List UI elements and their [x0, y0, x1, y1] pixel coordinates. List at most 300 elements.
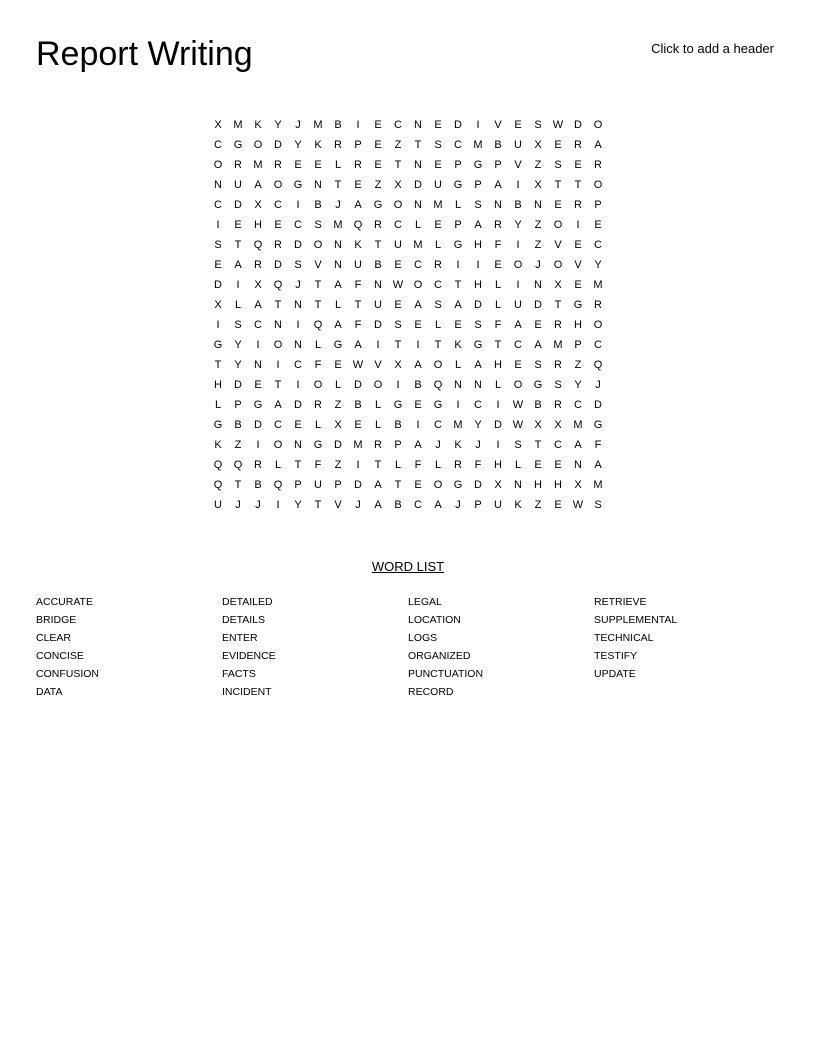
- grid-letter: J: [455, 499, 461, 511]
- grid-letter: O: [273, 439, 283, 451]
- grid-letter: Q: [213, 479, 223, 491]
- grid-letter: I: [356, 459, 360, 471]
- grid-letter: N: [414, 159, 422, 171]
- grid-letter: T: [334, 179, 342, 191]
- grid-letter: A: [514, 319, 522, 331]
- grid-letter: R: [254, 459, 262, 471]
- grid-letter: E: [574, 159, 582, 171]
- grid-letter: O: [253, 139, 263, 151]
- grid-letter: W: [392, 279, 404, 291]
- grid-row: [208, 375, 608, 395]
- grid-letter: J: [295, 279, 301, 291]
- grid-letter: I: [276, 499, 280, 511]
- grid-letter: H: [534, 479, 542, 491]
- grid-letter: W: [512, 419, 524, 431]
- grid-letter: H: [554, 479, 562, 491]
- grid-letter: D: [474, 299, 482, 311]
- grid-letter: S: [474, 199, 482, 211]
- grid-row: [208, 355, 608, 375]
- word-list-item: LEGAL: [408, 596, 442, 608]
- grid-letter: K: [454, 339, 462, 351]
- grid-letter: X: [554, 279, 562, 291]
- grid-letter: N: [274, 319, 282, 331]
- grid-letter: X: [534, 139, 542, 151]
- grid-letter: I: [516, 239, 520, 251]
- grid-letter: G: [453, 239, 463, 251]
- grid-letter: A: [474, 359, 482, 371]
- grid-letter: D: [294, 239, 302, 251]
- grid-letter: R: [454, 459, 462, 471]
- grid-letter: U: [394, 239, 402, 251]
- grid-letter: V: [334, 499, 342, 511]
- grid-letter: G: [213, 419, 223, 431]
- grid-letter: G: [573, 299, 583, 311]
- grid-letter: P: [294, 479, 302, 491]
- grid-letter: I: [496, 399, 500, 411]
- grid-letter: Y: [474, 419, 482, 431]
- grid-letter: U: [514, 299, 522, 311]
- grid-letter: P: [354, 139, 362, 151]
- grid-letter: U: [314, 479, 322, 491]
- grid-row: [208, 115, 608, 135]
- grid-letter: V: [554, 239, 562, 251]
- grid-letter: E: [294, 419, 302, 431]
- grid-letter: X: [254, 279, 262, 291]
- grid-letter: N: [294, 339, 302, 351]
- grid-letter: A: [374, 499, 382, 511]
- grid-letter: I: [476, 119, 480, 131]
- grid-letter: U: [214, 499, 222, 511]
- grid-letter: E: [574, 279, 582, 291]
- grid-letter: N: [294, 299, 302, 311]
- grid-letter: T: [294, 459, 302, 471]
- grid-letter: J: [295, 119, 301, 131]
- grid-letter: I: [296, 199, 300, 211]
- grid-letter: M: [353, 439, 363, 451]
- grid-letter: U: [354, 259, 362, 271]
- grid-letter: F: [354, 319, 362, 331]
- grid-letter: D: [274, 139, 282, 151]
- grid-letter: L: [414, 219, 422, 231]
- grid-letter: V: [574, 259, 582, 271]
- grid-letter: T: [494, 339, 502, 351]
- grid-letter: F: [314, 359, 322, 371]
- word-list-column: [408, 593, 594, 701]
- grid-letter: M: [333, 219, 343, 231]
- grid-letter: H: [214, 379, 222, 391]
- grid-letter: G: [253, 399, 263, 411]
- grid-letter: C: [294, 219, 302, 231]
- grid-letter: Z: [574, 359, 582, 371]
- grid-letter: A: [434, 499, 442, 511]
- grid-letter: L: [394, 459, 402, 471]
- grid-letter: E: [394, 299, 402, 311]
- word-list-item: PUNCTUATION: [408, 668, 484, 680]
- grid-row: [208, 415, 608, 435]
- grid-letter: B: [314, 199, 322, 211]
- grid-letter: E: [434, 119, 442, 131]
- grid-letter: N: [474, 379, 482, 391]
- grid-letter: O: [273, 339, 283, 351]
- grid-letter: M: [433, 199, 443, 211]
- grid-letter: C: [554, 439, 562, 451]
- grid-letter: E: [314, 159, 322, 171]
- grid-letter: H: [494, 359, 502, 371]
- grid-letter: E: [554, 199, 562, 211]
- grid-letter: I: [516, 179, 520, 191]
- grid-letter: V: [374, 359, 382, 371]
- grid-letter: B: [534, 399, 542, 411]
- grid-letter: P: [594, 199, 602, 211]
- grid-letter: G: [293, 179, 303, 191]
- grid-letter: A: [334, 279, 342, 291]
- grid-letter: U: [434, 179, 442, 191]
- grid-row: [208, 335, 608, 355]
- grid-letter: C: [274, 199, 282, 211]
- grid-letter: P: [394, 439, 402, 451]
- grid-letter: R: [434, 259, 442, 271]
- grid-letter: N: [514, 479, 522, 491]
- grid-letter: T: [454, 279, 462, 291]
- grid-letter: D: [214, 279, 222, 291]
- grid-letter: I: [516, 279, 520, 291]
- grid-letter: B: [494, 139, 502, 151]
- grid-letter: X: [394, 359, 402, 371]
- grid-letter: V: [494, 119, 502, 131]
- grid-letter: S: [394, 319, 402, 331]
- grid-letter: D: [354, 479, 362, 491]
- grid-letter: I: [256, 339, 260, 351]
- grid-row: [208, 155, 608, 175]
- grid-letter: G: [473, 339, 483, 351]
- grid-letter: I: [216, 319, 220, 331]
- grid-letter: T: [374, 239, 382, 251]
- grid-letter: A: [234, 259, 242, 271]
- grid-letter: T: [374, 459, 382, 471]
- grid-letter: S: [514, 439, 522, 451]
- grid-letter: O: [513, 379, 523, 391]
- word-list-column: [594, 593, 780, 701]
- grid-letter: E: [514, 119, 522, 131]
- grid-letter: X: [394, 179, 402, 191]
- grid-letter: E: [534, 319, 542, 331]
- grid-letter: P: [574, 339, 582, 351]
- grid-letter: L: [274, 459, 282, 471]
- grid-letter: L: [334, 159, 342, 171]
- grid-letter: D: [334, 439, 342, 451]
- grid-letter: J: [535, 259, 541, 271]
- grid-letter: P: [334, 479, 342, 491]
- grid-letter: J: [595, 379, 601, 391]
- grid-letter: E: [414, 479, 422, 491]
- grid-letter: X: [214, 119, 222, 131]
- grid-letter: R: [374, 219, 382, 231]
- grid-letter: J: [235, 499, 241, 511]
- grid-letter: E: [574, 239, 582, 251]
- grid-row: [208, 315, 608, 335]
- grid-letter: F: [474, 459, 482, 471]
- grid-letter: T: [314, 279, 322, 291]
- grid-letter: T: [394, 339, 402, 351]
- grid-letter: S: [314, 219, 322, 231]
- word-list-heading-container: [0, 558, 816, 576]
- grid-letter: Y: [234, 339, 242, 351]
- grid-letter: T: [274, 379, 282, 391]
- grid-letter: L: [494, 279, 502, 291]
- grid-letter: I: [456, 259, 460, 271]
- grid-letter: J: [355, 499, 361, 511]
- grid-letter: E: [394, 259, 402, 271]
- grid-letter: Q: [253, 239, 263, 251]
- grid-letter: O: [373, 379, 383, 391]
- grid-letter: M: [553, 339, 563, 351]
- grid-letter: I: [476, 259, 480, 271]
- grid-letter: K: [514, 499, 522, 511]
- grid-letter: L: [434, 319, 442, 331]
- grid-letter: A: [574, 439, 582, 451]
- grid-letter: L: [374, 399, 382, 411]
- grid-letter: A: [594, 459, 602, 471]
- word-list-item: UPDATE: [594, 668, 636, 680]
- grid-letter: R: [274, 159, 282, 171]
- word-list-item: DETAILS: [222, 614, 265, 626]
- grid-letter: D: [414, 179, 422, 191]
- grid-letter: N: [534, 199, 542, 211]
- grid-letter: B: [254, 479, 262, 491]
- grid-letter: L: [234, 299, 242, 311]
- grid-letter: I: [276, 359, 280, 371]
- grid-letter: I: [296, 379, 300, 391]
- grid-letter: I: [296, 319, 300, 331]
- word-list-item: LOGS: [408, 632, 438, 644]
- grid-letter: N: [454, 379, 462, 391]
- grid-letter: S: [594, 499, 602, 511]
- word-list-item: CLEAR: [36, 632, 72, 644]
- grid-letter: G: [453, 179, 463, 191]
- page-title: Report Writing: [36, 35, 253, 73]
- grid-letter: S: [434, 299, 442, 311]
- grid-letter: N: [534, 279, 542, 291]
- grid-letter: E: [434, 219, 442, 231]
- grid-letter: O: [433, 479, 443, 491]
- grid-letter: T: [274, 299, 282, 311]
- word-list-column: [222, 593, 408, 701]
- grid-letter: N: [314, 179, 322, 191]
- grid-letter: Y: [234, 359, 242, 371]
- grid-letter: J: [435, 439, 441, 451]
- grid-letter: X: [534, 179, 542, 191]
- grid-letter: D: [374, 319, 382, 331]
- grid-letter: L: [494, 379, 502, 391]
- grid-letter: O: [553, 219, 563, 231]
- grid-letter: P: [474, 179, 482, 191]
- grid-letter: M: [313, 119, 323, 131]
- grid-row: [208, 475, 608, 495]
- grid-letter: M: [453, 419, 463, 431]
- grid-letter: F: [314, 459, 322, 471]
- grid-letter: S: [434, 139, 442, 151]
- grid-letter: C: [594, 339, 602, 351]
- grid-letter: E: [414, 319, 422, 331]
- grid-letter: G: [313, 439, 323, 451]
- grid-letter: B: [354, 399, 362, 411]
- grid-letter: S: [214, 239, 222, 251]
- grid-letter: D: [454, 119, 462, 131]
- grid-letter: J: [255, 499, 261, 511]
- grid-letter: Z: [534, 159, 542, 171]
- grid-letter: C: [394, 219, 402, 231]
- grid-letter: S: [294, 259, 302, 271]
- grid-letter: N: [574, 459, 582, 471]
- grid-letter: R: [334, 139, 342, 151]
- grid-letter: T: [554, 179, 562, 191]
- grid-letter: R: [554, 359, 562, 371]
- grid-letter: F: [494, 319, 502, 331]
- grid-letter: A: [334, 319, 342, 331]
- grid-letter: I: [576, 219, 580, 231]
- grid-letter: E: [554, 459, 562, 471]
- grid-letter: E: [234, 219, 242, 231]
- grid-letter: M: [413, 239, 423, 251]
- grid-letter: Z: [394, 139, 402, 151]
- grid-letter: I: [256, 439, 260, 451]
- grid-letter: L: [214, 399, 222, 411]
- grid-letter: C: [434, 279, 442, 291]
- grid-letter: R: [374, 439, 382, 451]
- grid-row: [208, 175, 608, 195]
- grid-letter: P: [454, 219, 462, 231]
- grid-letter: X: [534, 419, 542, 431]
- word-list-item: DETAILED: [222, 596, 273, 608]
- grid-letter: O: [413, 279, 423, 291]
- grid-letter: J: [335, 199, 341, 211]
- grid-letter: Q: [273, 479, 283, 491]
- grid-letter: L: [334, 299, 342, 311]
- grid-letter: A: [254, 299, 262, 311]
- grid-letter: H: [474, 239, 482, 251]
- grid-letter: I: [496, 439, 500, 451]
- grid-letter: F: [494, 239, 502, 251]
- grid-letter: K: [454, 439, 462, 451]
- grid-letter: F: [414, 459, 422, 471]
- grid-letter: W: [512, 399, 524, 411]
- grid-letter: D: [254, 419, 262, 431]
- header-placeholder[interactable]: Click to add a header: [651, 41, 774, 56]
- grid-letter: A: [374, 479, 382, 491]
- grid-letter: T: [554, 299, 562, 311]
- grid-letter: C: [214, 139, 222, 151]
- grid-letter: M: [593, 279, 603, 291]
- grid-letter: L: [454, 359, 462, 371]
- grid-letter: Q: [353, 219, 363, 231]
- grid-row: [208, 275, 608, 295]
- grid-letter: I: [236, 279, 240, 291]
- grid-letter: L: [434, 459, 442, 471]
- grid-letter: O: [593, 119, 603, 131]
- grid-letter: L: [494, 299, 502, 311]
- grid-letter: Z: [374, 179, 382, 191]
- grid-letter: K: [314, 139, 322, 151]
- grid-letter: C: [254, 319, 262, 331]
- grid-letter: I: [416, 419, 420, 431]
- grid-letter: G: [453, 479, 463, 491]
- grid-letter: R: [554, 399, 562, 411]
- word-list-heading: WORD LIST: [371, 559, 445, 574]
- grid-row: [208, 495, 608, 515]
- grid-letter: E: [594, 219, 602, 231]
- grid-letter: P: [454, 159, 462, 171]
- grid-letter: N: [214, 179, 222, 191]
- word-list-item: SUPPLEMENTAL: [594, 614, 678, 626]
- grid-letter: E: [294, 159, 302, 171]
- grid-letter: T: [214, 359, 222, 371]
- grid-letter: U: [234, 179, 242, 191]
- grid-letter: H: [254, 219, 262, 231]
- grid-letter: N: [414, 119, 422, 131]
- word-list-item: TECHNICAL: [594, 632, 654, 644]
- grid-letter: X: [334, 419, 342, 431]
- grid-letter: E: [514, 359, 522, 371]
- grid-letter: A: [534, 339, 542, 351]
- grid-letter: R: [234, 159, 242, 171]
- grid-letter: N: [294, 439, 302, 451]
- grid-letter: Q: [233, 459, 243, 471]
- grid-letter: U: [494, 499, 502, 511]
- grid-letter: F: [354, 279, 362, 291]
- grid-letter: O: [593, 179, 603, 191]
- grid-letter: L: [434, 239, 442, 251]
- grid-letter: C: [454, 139, 462, 151]
- grid-letter: E: [374, 139, 382, 151]
- grid-letter: V: [314, 259, 322, 271]
- grid-letter: A: [254, 179, 262, 191]
- grid-letter: Y: [274, 119, 282, 131]
- grid-letter: E: [254, 379, 262, 391]
- grid-letter: C: [294, 359, 302, 371]
- grid-letter: D: [474, 479, 482, 491]
- grid-letter: G: [233, 139, 243, 151]
- grid-letter: E: [554, 499, 562, 511]
- grid-letter: X: [494, 479, 502, 491]
- grid-row: [208, 455, 608, 475]
- grid-letter: G: [393, 399, 403, 411]
- grid-letter: R: [554, 319, 562, 331]
- grid-letter: Y: [294, 499, 302, 511]
- grid-row: [208, 135, 608, 155]
- grid-letter: J: [475, 439, 481, 451]
- grid-letter: S: [534, 119, 542, 131]
- grid-letter: A: [274, 399, 282, 411]
- grid-letter: L: [514, 459, 522, 471]
- grid-letter: F: [594, 439, 602, 451]
- grid-letter: X: [214, 299, 222, 311]
- grid-letter: E: [274, 219, 282, 231]
- grid-letter: S: [474, 319, 482, 331]
- word-list-item: BRIDGE: [36, 614, 77, 626]
- grid-letter: O: [313, 379, 323, 391]
- grid-letter: E: [354, 419, 362, 431]
- word-list: [36, 593, 780, 701]
- grid-letter: Y: [574, 379, 582, 391]
- grid-letter: O: [213, 159, 223, 171]
- grid-letter: D: [294, 399, 302, 411]
- grid-letter: U: [374, 299, 382, 311]
- grid-letter: O: [553, 259, 563, 271]
- grid-letter: I: [376, 339, 380, 351]
- grid-letter: N: [414, 199, 422, 211]
- grid-letter: C: [214, 199, 222, 211]
- word-list-item: ACCURATE: [36, 596, 93, 608]
